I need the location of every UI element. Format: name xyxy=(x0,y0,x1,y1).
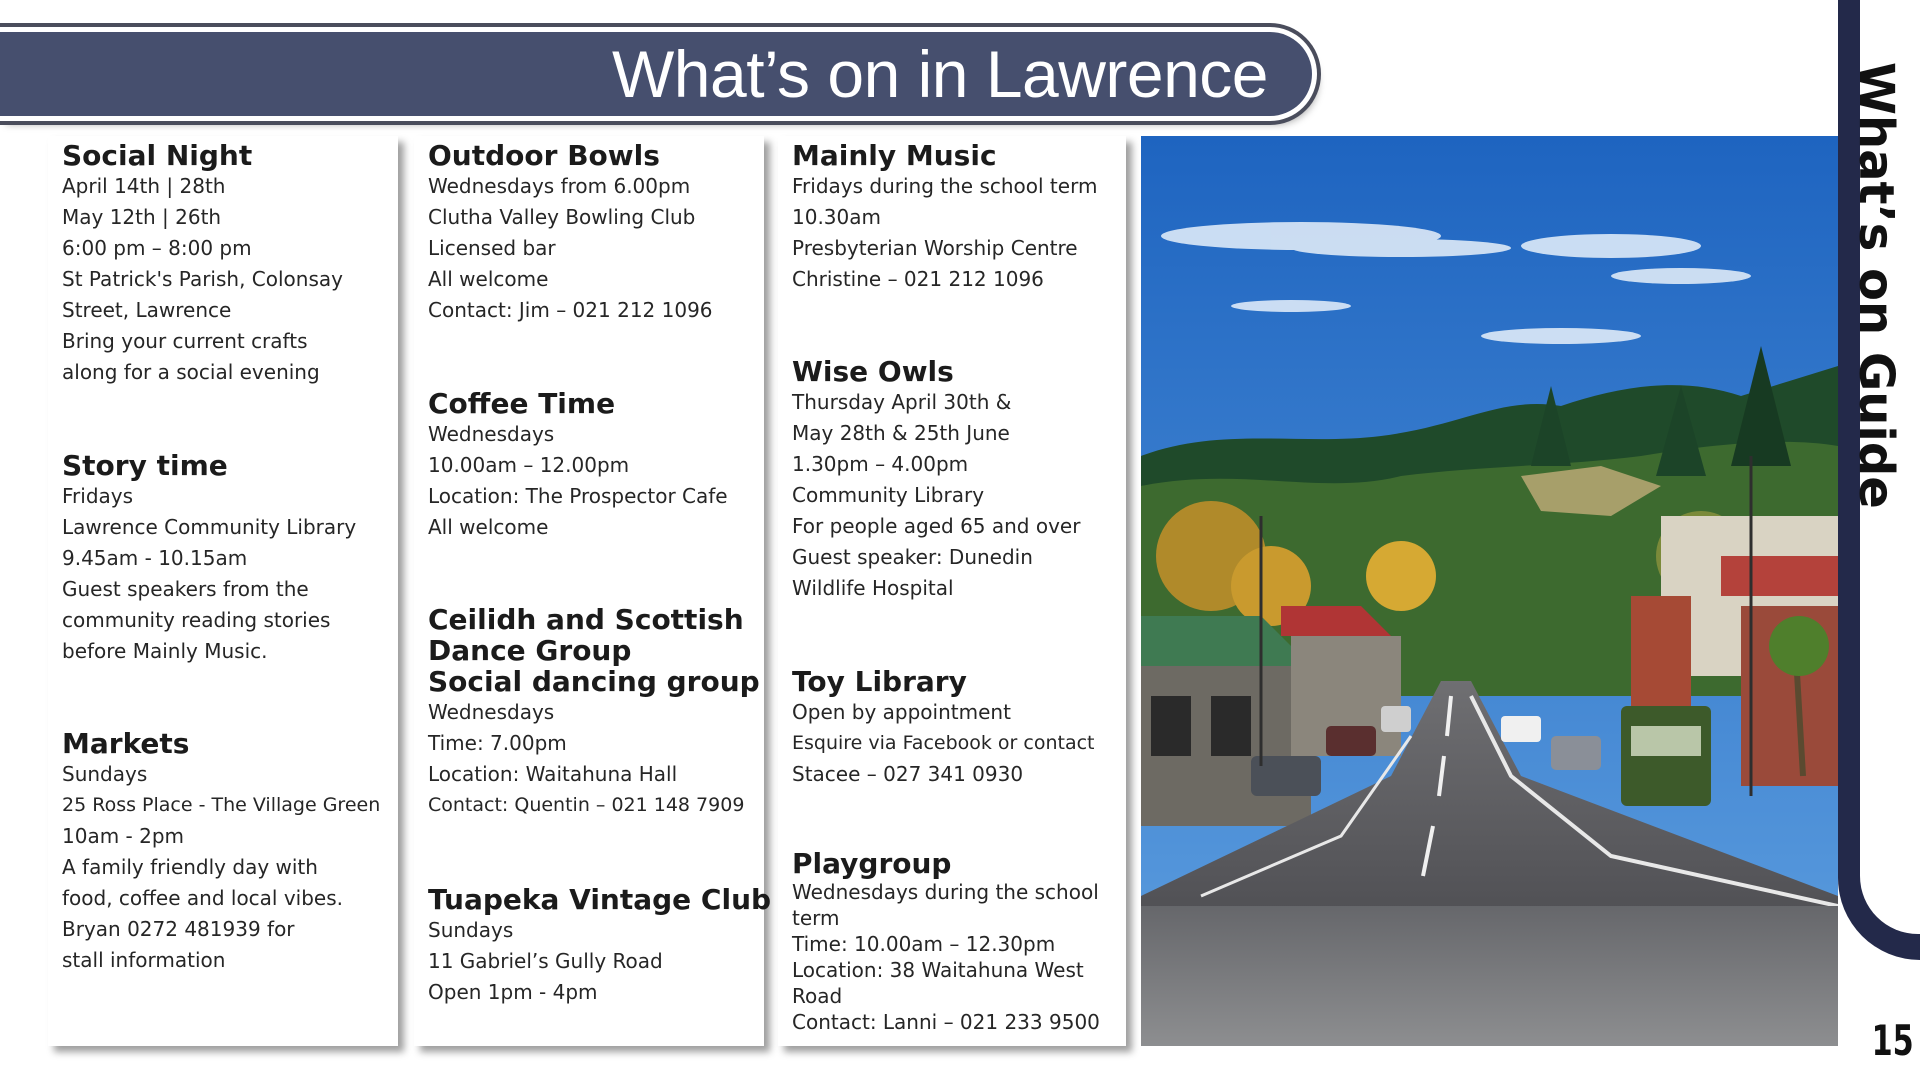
event-detail: Open by appointment xyxy=(792,700,1011,724)
event-detail: 10am - 2pm xyxy=(62,824,185,848)
event-markets xyxy=(62,728,394,976)
event-detail: St Patrick's Parish, Colonsay xyxy=(62,267,343,291)
side-tab-title: What’s on Guide xyxy=(1848,62,1904,509)
event-detail: April 14th | 28th xyxy=(62,174,226,198)
event-detail: Sundays xyxy=(428,918,514,942)
event-detail: Presbyterian Worship Centre xyxy=(792,236,1078,260)
event-detail: For people aged 65 and over xyxy=(792,514,1081,538)
event-toy-library xyxy=(792,666,1122,790)
event-detail: Stacee – 027 341 0930 xyxy=(792,762,1024,786)
event-detail: Wednesdays from 6.00pm xyxy=(428,174,691,198)
header-banner xyxy=(0,32,1312,116)
event-detail: Bryan 0272 481939 for xyxy=(62,917,295,941)
event-playgroup xyxy=(792,848,1122,1035)
event-detail: Wednesdays xyxy=(428,700,555,724)
event-detail: A family friendly day with xyxy=(62,855,318,879)
event-detail: along for a social evening xyxy=(62,360,320,384)
event-detail: Fridays xyxy=(62,484,134,508)
event-detail: Christine – 021 212 1096 xyxy=(792,267,1044,291)
event-detail: May 28th & 25th June xyxy=(792,421,1010,445)
event-title: Playgroup xyxy=(792,847,952,880)
event-detail: Street, Lawrence xyxy=(62,298,232,322)
event-detail: 10.00am – 12.00pm xyxy=(428,453,630,477)
page-title: What’s on in Lawrence xyxy=(612,37,1268,111)
event-title: Social Night xyxy=(62,139,253,172)
event-title: Toy Library xyxy=(792,665,967,698)
event-detail: Lawrence Community Library xyxy=(62,515,357,539)
event-detail: Licensed bar xyxy=(428,236,556,260)
event-title: Ceilidh and Scottish xyxy=(428,603,744,636)
event-detail: Time: 10.00am – 12.30pm xyxy=(792,932,1056,956)
event-detail: Wednesdays xyxy=(428,422,555,446)
event-detail: Esquire via Facebook or contact xyxy=(792,732,1095,754)
event-detail: Contact: Quentin – 021 148 7909 xyxy=(428,794,745,816)
event-detail: Location: 38 Waitahuna West Road xyxy=(792,958,1084,1008)
events-column-3 xyxy=(778,136,1126,1046)
event-story-time xyxy=(62,450,394,667)
event-title: Coffee Time xyxy=(428,387,616,420)
event-detail: Open 1pm - 4pm xyxy=(428,980,598,1004)
event-mainly-music xyxy=(792,140,1122,295)
event-title: Outdoor Bowls xyxy=(428,139,660,172)
event-detail: 9.45am - 10.15am xyxy=(62,546,248,570)
event-detail: Sundays xyxy=(62,762,148,786)
event-detail: Community Library xyxy=(792,483,985,507)
event-detail: Guest speakers from the xyxy=(62,577,309,601)
events-column-1 xyxy=(48,136,398,1046)
event-detail: Time: 7.00pm xyxy=(428,731,567,755)
event-title: Wise Owls xyxy=(792,355,954,388)
events-column-2 xyxy=(414,136,772,1046)
event-ceilidh-scottish-dance xyxy=(428,604,760,821)
event-detail: All welcome xyxy=(428,267,549,291)
event-detail: 1.30pm – 4.00pm xyxy=(792,452,969,476)
page-number: 15 xyxy=(1871,1016,1914,1065)
event-detail: 25 Ross Place - The Village Green xyxy=(62,794,381,816)
event-detail: Guest speaker: Dunedin xyxy=(792,545,1033,569)
event-detail: before Mainly Music. xyxy=(62,639,268,663)
event-detail: Wednesdays during the school term xyxy=(792,880,1099,930)
event-detail: Location: The Prospector Cafe xyxy=(428,484,728,508)
event-detail: community reading stories xyxy=(62,608,331,632)
town-street-photo xyxy=(1141,136,1838,1046)
event-title: Tuapeka Vintage Club xyxy=(428,883,772,916)
event-wise-owls xyxy=(792,356,1122,604)
event-detail: Fridays during the school term xyxy=(792,174,1098,198)
event-detail: Thursday April 30th & xyxy=(792,390,1012,414)
event-title: Markets xyxy=(62,727,190,760)
event-subtitle: Social dancing group xyxy=(428,665,760,698)
event-detail: 6:00 pm – 8:00 pm xyxy=(62,236,252,260)
event-detail: Contact: Jim – 021 212 1096 xyxy=(428,298,713,322)
event-detail: stall information xyxy=(62,948,226,972)
event-detail: Clutha Valley Bowling Club xyxy=(428,205,696,229)
event-title: Story time xyxy=(62,449,228,482)
event-social-night xyxy=(62,140,394,388)
event-detail: May 12th | 26th xyxy=(62,205,222,229)
event-outdoor-bowls xyxy=(428,140,760,326)
event-detail: All welcome xyxy=(428,515,549,539)
event-detail: Contact: Lanni – 021 233 9500 xyxy=(792,1010,1100,1034)
event-coffee-time xyxy=(428,388,760,543)
event-detail: 10.30am xyxy=(792,205,881,229)
event-tuapeka-vintage-club xyxy=(428,883,772,1008)
event-title: Mainly Music xyxy=(792,139,997,172)
event-detail: Location: Waitahuna Hall xyxy=(428,762,678,786)
event-title: Dance Group xyxy=(428,634,632,667)
event-detail: food, coffee and local vibes. xyxy=(62,886,344,910)
event-detail: Wildlife Hospital xyxy=(792,576,954,600)
event-detail: 11 Gabriel’s Gully Road xyxy=(428,949,663,973)
event-detail: Bring your current crafts xyxy=(62,329,308,353)
